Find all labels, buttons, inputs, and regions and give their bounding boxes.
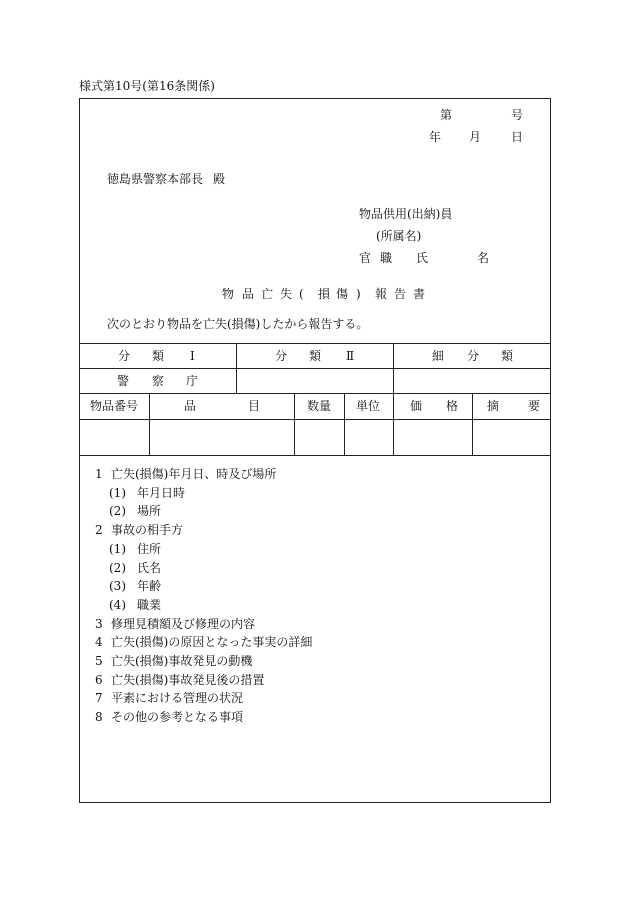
section-number: 4 [95,635,103,650]
column-remarks-char: 要 [528,399,541,413]
section-number: (1) [109,541,126,556]
section-number: 5 [95,654,103,668]
section-number: 6 [95,672,103,687]
subclass-header-char: 類 [501,349,514,363]
column-unit: 単位 [356,399,381,413]
class1-header-char: Ⅰ [190,349,195,363]
table-column-border [393,393,394,455]
title-char: ) [356,287,361,301]
section-number: (2) [109,560,126,575]
class1-value-char: 察 [152,374,165,388]
section-subitem [109,561,161,575]
section-subitem [109,598,161,612]
sender-title-mei: 名 [477,251,490,265]
class2-header-char: Ⅱ [346,349,355,363]
column-quantity: 数量 [307,399,332,413]
subclass-header-char: 分 [467,349,480,363]
table-column-border [472,393,473,455]
title-char: 告 [394,287,407,301]
section-subitem [109,579,161,593]
section-text: 職業 [137,597,162,612]
section-item [95,710,243,724]
section-number: (4) [109,597,126,612]
section-number: 8 [95,710,103,725]
section-text: 亡失(損傷)事故発見の動機 [111,654,253,668]
class2-header-char: 分 [275,349,288,363]
table-top-border [79,343,551,344]
section-text: 年齢 [137,579,162,594]
table-row-border [79,368,551,369]
title-char: 損 [318,287,331,301]
section-subitem [109,504,161,518]
subclass-header-char: 細 [432,349,445,363]
section-number: 3 [95,616,103,631]
section-item [95,691,243,705]
table-column-border [344,393,345,455]
number-prefix: 第 [440,108,453,122]
title-char: 書 [413,287,426,301]
sender-title-shoku: 職 [380,251,393,265]
section-text: 氏名 [137,560,162,575]
number-suffix: 号 [511,108,524,122]
class1-header-char: 分 [118,349,131,363]
title-char: ( [299,287,304,301]
table-column-border [294,393,295,455]
section-number: (2) [109,504,126,519]
title-char: 失 [280,287,293,301]
table-column-border [149,393,150,455]
sender-affiliation: (所属名) [376,229,422,243]
section-text: 亡失(損傷)の原因となった事実の詳細 [111,635,313,650]
date-day: 日 [511,130,524,144]
section-text: 亡失(損傷)事故発見後の措置 [111,672,265,687]
column-price-char: 格 [446,399,459,413]
section-text: その他の参考となる事項 [111,710,244,725]
section-text: 修理見積額及び修理の内容 [111,616,256,631]
section-text: 場所 [137,504,162,519]
column-price-char: 価 [410,399,423,413]
table-column-border [236,343,237,393]
column-item-number: 物品番号 [90,399,139,413]
column-item-name-char: 品 [184,399,197,413]
sender-title-shi: 氏 [416,251,429,265]
title-char: 報 [375,287,388,301]
class1-header-char: 類 [152,349,165,363]
title-char: 傷 [336,287,349,301]
sender-role: 物品供用(出納)員 [359,207,453,221]
section-subitem [109,486,185,500]
class1-value-char: 警 [117,374,130,388]
column-remarks-char: 摘 [487,399,500,413]
section-number: (1) [109,485,126,500]
section-item [95,467,276,481]
intro-text: 次のとおり物品を亡失(損傷)したから報告する。 [107,317,369,331]
section-item [95,673,264,687]
title-char: 品 [242,287,255,301]
section-item [95,654,252,668]
section-number: 1 [95,467,103,481]
section-text: 平素における管理の状況 [111,691,244,706]
title-char: 亡 [261,287,274,301]
section-text: 年月日時 [137,485,186,500]
addressee: 徳島県警察本部長 [107,172,204,186]
class1-value-char: 庁 [186,374,199,388]
section-text: 亡失(損傷)年月日、時及び場所 [111,467,277,481]
section-item [95,523,183,537]
class2-header-char: 類 [309,349,322,363]
table-column-border [393,343,394,393]
section-number: 2 [95,523,103,538]
date-year: 年 [429,130,442,144]
section-item [95,635,312,649]
section-number: (3) [109,579,126,594]
form-code: 様式第10号(第16条関係) [79,79,215,93]
addressee-honorific: 殿 [213,172,226,186]
date-month: 月 [469,130,482,144]
table-bottom-border [79,455,551,456]
title-char: 物 [222,287,235,301]
section-number: 7 [95,691,103,706]
sender-title-kan: 官 [359,251,372,265]
column-item-name-char: 目 [248,399,261,413]
section-text: 住所 [137,541,162,556]
section-subitem [109,542,161,556]
section-text: 事故の相手方 [111,523,184,538]
section-item [95,617,255,631]
